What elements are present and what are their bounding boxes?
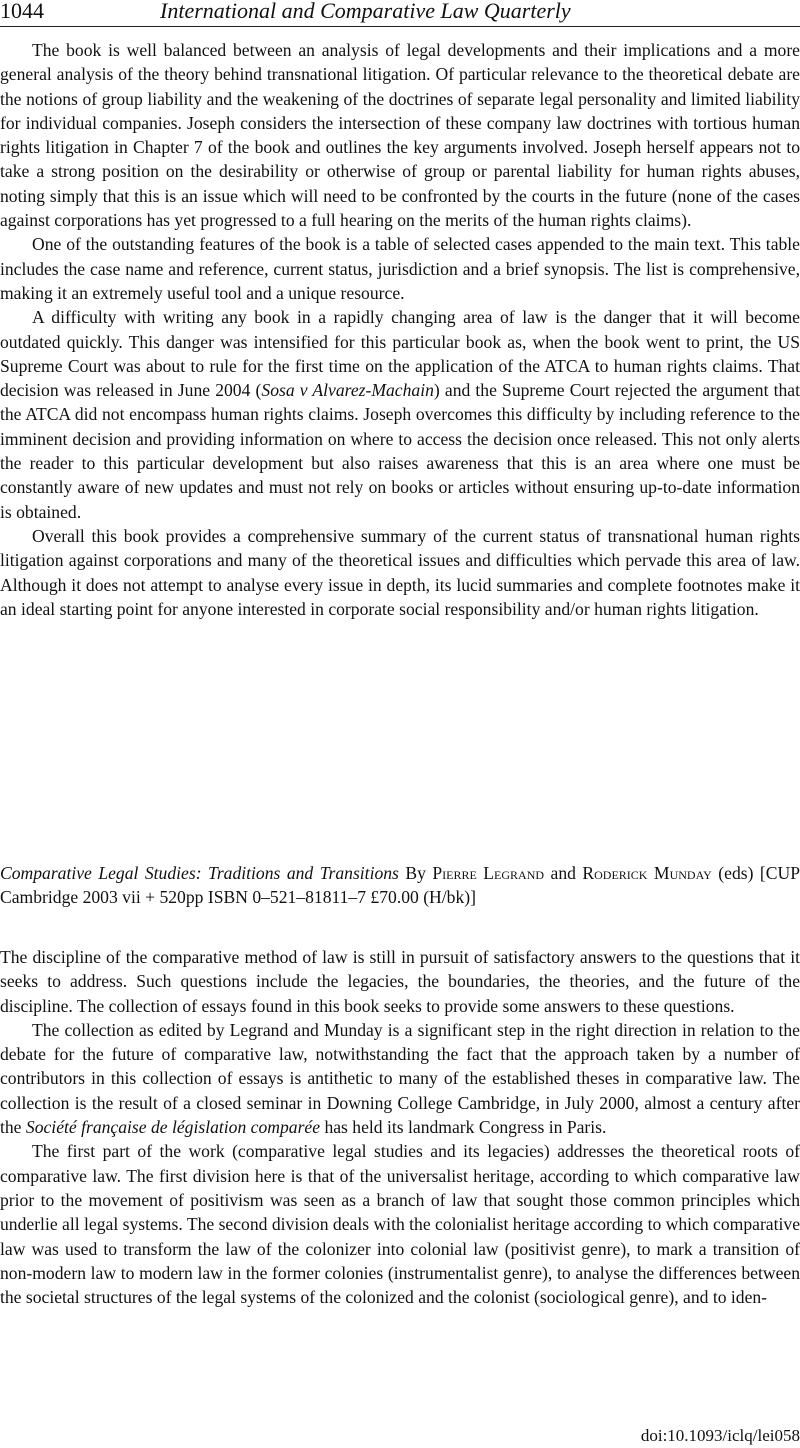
publication-details: (eds) [CUP Cambridge 2003 vii + 520pp ISBN 0–521–81811–7 £70.00 (H/bk)] [0, 863, 800, 908]
journal-title: International and Comparative Law Quarterly [160, 0, 571, 23]
society-name: Société française de législation comparée [25, 1117, 321, 1138]
paragraph-discipline: The discipline of the comparative method of law is still in pursuit of satisfactory answers to the questions that it seeks to address. Such questions include the legacies, the boundaries, the theories, and the future of the discipline. The collection of essays found in this book seeks to provide some answers to these questions. [0, 947, 800, 1016]
page-number: 1044 [0, 0, 44, 23]
paragraph-outdated-danger [0, 305, 800, 524]
editor-name: Roderick Munday [582, 863, 712, 883]
paragraph-text: has held its landmark Congress in Paris. [320, 1117, 607, 1138]
paragraph-first-part: The first part of the work (comparative legal studies and its legacies) addresses the theoretical roots of comparative law. The first division here is that of the universalist heritage, according to which comparative law prior to the movement of positivism was seen as a branch of law that sought those common principles which underlie all legal systems. The second division deals with the colonialist heritage according to which comparative law was used to transform the law of the colonizer into colonial law (positivist genre), to mark a transition of non-modern law to modern law in the former colonies (instrumentalist genre), to analyse the differences between the societal structures of the legal systems of the colonized and the colonist (sociological genre), and to iden- [0, 1141, 800, 1308]
paragraph-text: A difficulty with writing any book in a rapidly changing area of law is the danger that it will become outdated quickly. This danger was intensified for this particular book as, when the book went to print, the US Supreme Court was about to rule for the first time on the application of the ATCA to human rights claims. That decision was released in June 2004 ( [0, 307, 800, 401]
paragraph-group-liability: The book is well balanced between an analysis of legal developments and their implications and a more general analysis of the theory behind transnational litigation. Of particular relevance to the theoretical debate are the notions of group liability and the weakening of the doctrines of separate legal personality and limited liability for individual companies. Joseph considers the intersection of these company law doctrines with tortious human rights litigation in Chapter 7 of the book and outlines the key arguments involved. Joseph herself appears not to take a strong position on the desirability or otherwise of group or parental liability for human rights abuses, noting simply that this is an issue which will need to be confronted by the courts in the future (none of the cases against corporations has yet progressed to a full hearing on the merits of the human rights claims). [0, 40, 800, 231]
paragraph-overall-summary: Overall this book provides a comprehensive summary of the current status of transnational human rights litigation against corporations and many of the theoretical issues and difficulties which pervade this area of law. Although it does not attempt to analyse every issue in depth, its lucid summaries and complete footnotes make it an ideal starting point for anyone interested in corporate social responsibility and/or human rights litigation. [0, 525, 800, 619]
second-review-body [0, 945, 800, 1309]
paragraph-text: ) and the Supreme Court rejected the argument that the ATCA did not encompass human rights claims. Joseph overcomes this difficulty by including reference to the imminent decision and providing information on where to access the decision once released. This not only alerts the reader to this particular development but also raises awareness that this is an area where one must be constantly aware of new updates and must not rely on books or articles without ensuring up-to-date information is obtained. [0, 380, 800, 522]
case-name: Sosa v Alvarez-Machain [261, 380, 434, 401]
paragraph-text: The collection as edited by Legrand and Munday is a significant step in the right direction in relation to the debate for the future of comparative law, notwithstanding the fact that the approach taken by a number of contributors in this collection of essays is antithetic to many of the established theses in comparative law. The collection is the result of a closed seminar in Downing College Cambridge, in July 2000, almost a century after the [0, 1019, 800, 1138]
editor-name: Pierre Legrand [432, 863, 545, 883]
first-review-continuation [0, 38, 800, 621]
by-word: By [405, 863, 426, 883]
and-word: and [550, 863, 576, 883]
paragraph-collection [0, 1018, 800, 1139]
paragraph-table-of-cases: One of the outstanding features of the book is a table of selected cases appended to the main text. This table includes the case name and reference, current status, jurisdiction and a brief synopsis. The list is comprehensive, making it an extremely useful tool and a unique resource. [0, 234, 800, 303]
running-head [0, 0, 800, 27]
doi-footer: doi:10.1093/iclq/lei058 [640, 1426, 800, 1445]
book-title: Comparative Legal Studies: Traditions and Transitions [0, 863, 399, 883]
review-heading [0, 861, 800, 910]
